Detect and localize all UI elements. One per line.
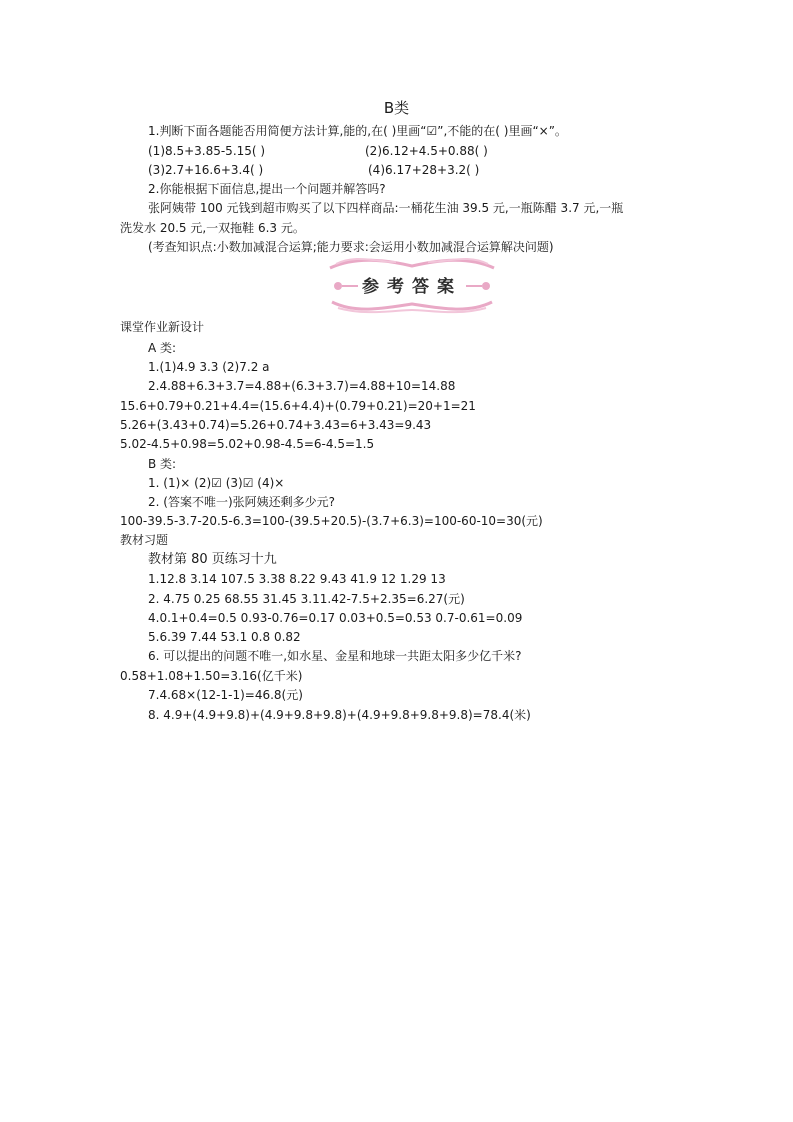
answer-b-label: B 类: [148,457,177,471]
textbook-answer-6: 6. 可以提出的问题不唯一,如水星、金星和地球一共距太阳多少亿千米? [148,649,522,663]
textbook-answer-6-calc: 0.58+1.08+1.50=3.16(亿千米) [120,669,303,683]
answer-a-4: 5.26+(3.43+0.74)=5.26+0.74+3.43=6+3.43=9.43 [120,418,432,432]
banner-label: 参考答案 [362,277,462,297]
textbook-page-ref: 教材第 80 页练习十九 [148,552,277,567]
question-1: 1.判断下面各题能否用简便方法计算,能的,在( )里画“☑”,不能的在( )里画“×”。 [148,124,567,138]
textbook-answer-8: 8. 4.9+(4.9+9.8)+(4.9+9.8+9.8)+(4.9+9.8+9.8+9.8)=78.4(米) [148,708,531,722]
textbook-answer-7: 7.4.68×(12-1-1)=46.8(元) [148,688,303,702]
section-title: B类 [383,99,410,117]
answer-b-2: 2. (答案不唯一)张阿姨还剩多少元? [148,495,335,509]
textbook-answer-4: 4.0.1+0.4=0.5 0.93-0.76=0.17 0.03+0.5=0.53 0.7-0.61=0.09 [148,611,523,625]
question-1-item-3: (3)2.7+16.6+3.4( ) [148,163,264,177]
question-2: 2.你能根据下面信息,提出一个问题并解答吗? [148,182,386,196]
textbook-answer-2: 2. 4.75 0.25 68.55 31.45 3.11.42-7.5+2.35=6.27(元) [148,592,465,606]
heading-classroom-homework: 课堂作业新设计 [120,320,205,334]
knowledge-note: (考查知识点:小数加减混合运算;能力要求:会运用小数加减混合运算解决问题) [148,240,554,254]
question-1-item-4: (4)6.17+28+3.2( ) [368,163,480,177]
answer-b-3: 100-39.5-3.7-20.5-6.3=100-(39.5+20.5)-(3.7+6.3)=100-60-10=30(元) [120,514,543,528]
answer-banner [326,256,498,314]
textbook-answer-5: 5.6.39 7.44 53.1 0.8 0.82 [148,630,301,644]
answer-a-3: 15.6+0.79+0.21+4.4=(15.6+4.4)+(0.79+0.21)=20+1=21 [120,399,476,413]
question-2-text-line-1: 张阿姨带 100 元钱到超市购买了以下四样商品:一桶花生油 39.5 元,一瓶陈醋 3.7 元,一瓶 [148,201,624,215]
textbook-answer-1: 1.12.8 3.14 107.5 3.38 8.22 9.43 41.9 12 1.29 13 [148,572,446,586]
answer-b-1: 1. (1)× (2)☑ (3)☑ (4)× [148,476,285,490]
question-1-item-2: (2)6.12+4.5+0.88( ) [365,144,488,158]
heading-textbook-exercises: 教材习题 [120,533,169,547]
answer-a-label: A 类: [148,341,177,355]
answer-a-5: 5.02-4.5+0.98=5.02+0.98-4.5=6-4.5=1.5 [120,437,375,451]
question-1-item-1: (1)8.5+3.85-5.15( ) [148,144,266,158]
answer-a-1: 1.(1)4.9 3.3 (2)7.2 a [148,360,270,374]
question-2-text-line-2: 洗发水 20.5 元,一双拖鞋 6.3 元。 [120,221,305,235]
answer-a-2: 2.4.88+6.3+3.7=4.88+(6.3+3.7)=4.88+10=14.88 [148,379,456,393]
